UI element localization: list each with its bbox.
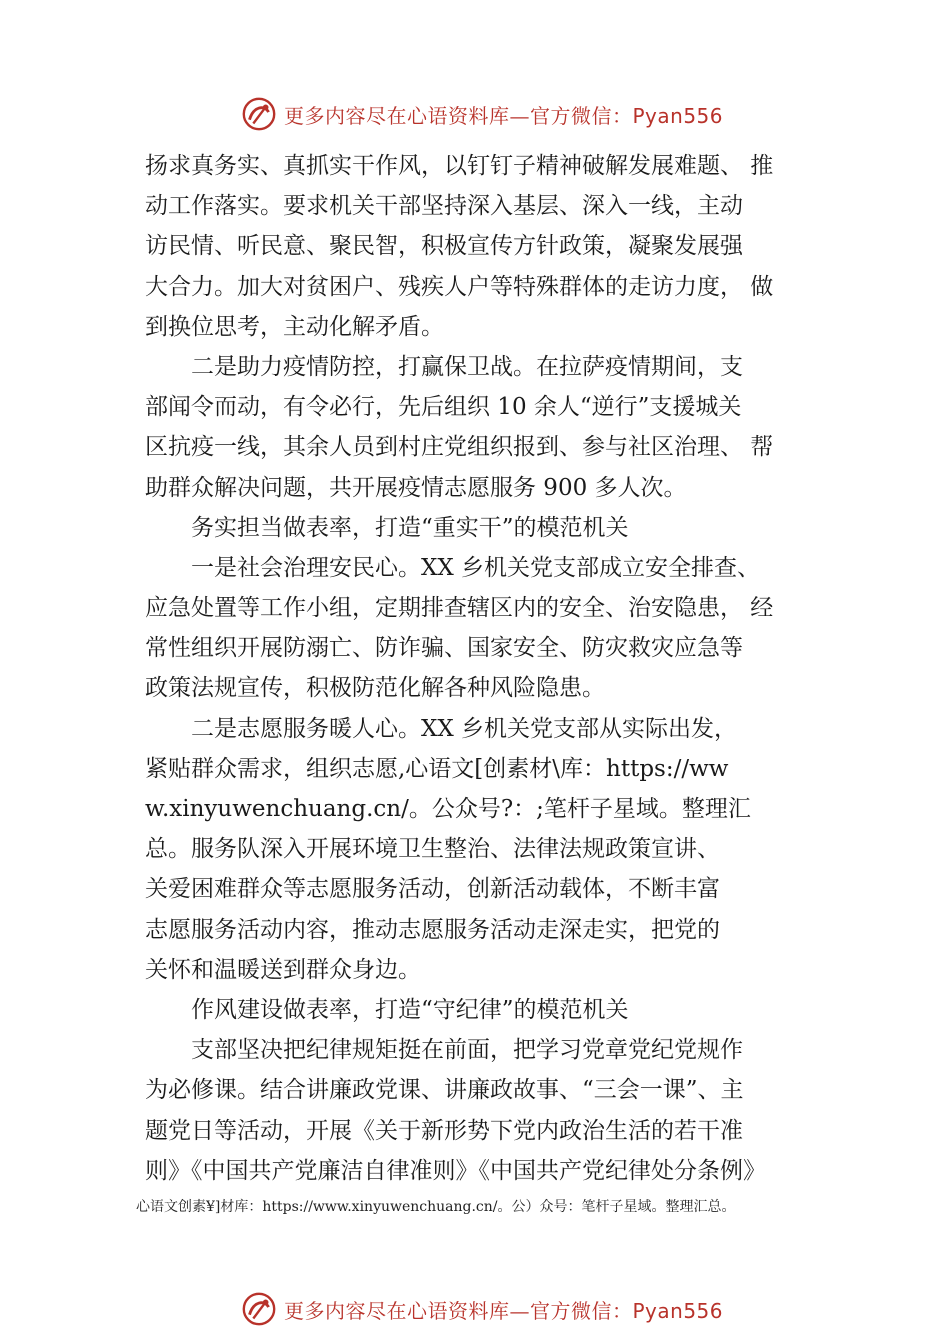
text-line: 务实担当做表率，打造“重实干”的模范机关 xyxy=(145,514,629,541)
text-line: 志愿服务活动内容，推动志愿服务活动走深走实，把党的 xyxy=(145,916,720,943)
text-line: 总。服务队深入开展环境卫生整治、法律法规政策宣讲、 xyxy=(145,836,720,863)
bottom-banner xyxy=(240,1289,760,1329)
text-line: 区抗疫一线，其余人员到村庄党组织报到、参与社区治理、 帮 xyxy=(145,434,774,461)
text-line: 二是助力疫情防控，打赢保卫战。在拉萨疫情期间，支 xyxy=(145,353,743,380)
text-line: 大合力。加大对贫困户、残疾人户等特殊群体的走访力度， 做 xyxy=(145,273,774,300)
text-line: 访民情、听民意、聚民智，积极宣传方针政策，凝聚发展强 xyxy=(145,233,743,260)
text-line: 紧贴群众需求，组织志愿,心语文[创素材\库：https://ww xyxy=(145,755,729,782)
text-line: 作风建设做表率，打造“守纪律”的模范机关 xyxy=(145,996,629,1023)
text-line: w.xinyuwenchuang.cn/。公众号?：;笔杆子星域。整理汇 xyxy=(145,796,751,822)
document-body xyxy=(145,146,825,1191)
text-line: 关怀和温暖送到群众身边。 xyxy=(145,956,421,983)
banner-text: 更多内容尽在心语资料库—官方微信：Pyan556 xyxy=(284,103,724,128)
text-line: 二是志愿服务暖人心。XX 乡机关党支部从实际出发， xyxy=(145,715,738,742)
top-banner xyxy=(240,94,760,134)
text-line: 则》《中国共产党廉洁自律准则》《中国共产党纪律处分条例》 xyxy=(145,1157,766,1184)
text-line: 为必修课。结合讲廉政党课、讲廉政故事、“三会一课”、主 xyxy=(145,1077,744,1104)
text-line: 应急处置等工作小组，定期排查辖区内的安全、治安隐患， 经 xyxy=(145,595,774,622)
text-line: 政策法规宣传，积极防范化解各种风险隐患。 xyxy=(145,675,605,702)
xinyu-logo-icon xyxy=(240,1290,278,1328)
text-line: 部闻令而动，有令必行，先后组织 10 余人“逆行”支援城关 xyxy=(145,394,742,421)
text-line: 常性组织开展防溺亡、防诈骗、国家安全、防灾救灾应急等 xyxy=(145,635,743,662)
text-line: 关爱困难群众等志愿服务活动，创新活动载体，不断丰富 xyxy=(145,876,720,903)
banner-text: 更多内容尽在心语资料库—官方微信：Pyan556 xyxy=(284,1298,724,1323)
text-line: 一是社会治理安民心。XX 乡机关党支部成立安全排查、 xyxy=(145,554,761,581)
footer-note: 心语文创素¥]材库：https://www.xinyuwenchuang.cn/。公）众号：笔杆子星域。整理汇总。 xyxy=(136,1199,736,1215)
xinyu-logo-icon xyxy=(240,95,278,133)
text-line: 扬求真务实、真抓实干作风，以钉钉子精神破解发展难题、 推 xyxy=(145,153,774,179)
text-line: 助群众解决问题，共开展疫情志愿服务 900 多人次。 xyxy=(145,474,687,501)
text-line: 到换位思考，主动化解矛盾。 xyxy=(145,313,444,340)
wechat-id: Pyan556 xyxy=(632,103,724,128)
text-line: 支部坚决把纪律规矩挺在前面，把学习党章党纪党规作 xyxy=(145,1037,743,1064)
text-line: 题党日等活动，开展《关于新形势下党内政治生活的若干准 xyxy=(145,1117,743,1144)
text-line: 动工作落实。要求机关干部坚持深入基层、深入一线，主动 xyxy=(145,193,743,220)
wechat-id: Pyan556 xyxy=(632,1298,724,1323)
